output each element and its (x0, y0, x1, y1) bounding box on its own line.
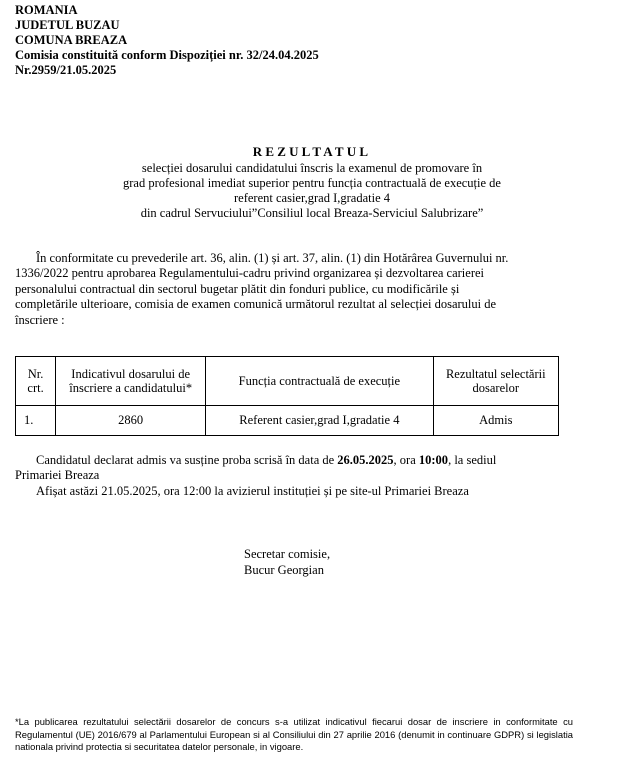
notice-date: 26.05.2025 (337, 453, 394, 467)
notice-text-1: Candidatul declarat admis va susține proba scrisă în data de (36, 453, 338, 467)
intro-line-4: completările ulterioare, comisia de examen comunică următorul rezultat al selecției dosarului de (15, 297, 497, 312)
header-registration-number: Nr.2959/21.05.2025 (15, 63, 117, 77)
cell-rezultat: Admis (433, 406, 558, 436)
header-indicativ: Indicativul dosarului de înscriere a candidatului* (56, 357, 206, 406)
header-nr: Nr. crt. (16, 357, 56, 406)
subtitle-line-1: selecției dosarului candidatului înscris la examenul de promovare în (141, 161, 483, 175)
institution-header (15, 3, 319, 78)
notice-time: 10:00 (418, 453, 449, 467)
subtitle-line-4: din cadrul Servuciului”Consiliul local Breaza-Serviciul Salubrizare” (140, 206, 484, 220)
signature-name: Bucur Georgian (244, 563, 324, 577)
table-row (16, 406, 559, 436)
subtitle-line-2: grad profesional imediat superior pentru funcția contractuală de execuție de (123, 176, 501, 190)
notice-text-3: , la sediul (448, 453, 497, 467)
exam-notice (15, 453, 565, 468)
header-country: ROMANIA (15, 3, 78, 17)
footnote: *La publicarea rezultatului selectării dosarelor de concurs s-a utilizat indicativul fiecarui dosar de inscriere in conformitate cu Regulamentul (UE) 2016/679 al Parlamentului European si al Consiliului din 27 aprilie 2016 (denumit in continuare GDPR) si legislatia nationala privind protectia si securitatea datelor personale, in vigoare. (15, 716, 573, 753)
signature-block (244, 546, 330, 578)
cell-indicativ: 2860 (56, 406, 206, 436)
header-commune: COMUNA BREAZA (15, 33, 128, 47)
cell-functia: Referent casier,grad I,gradatie 4 (206, 406, 433, 436)
notice-text-2: , ora (393, 453, 419, 467)
table-header-row (16, 357, 559, 406)
header-functia: Funcția contractuală de execuție (206, 357, 433, 406)
cell-nr: 1. (16, 406, 56, 436)
signature-role: Secretar comisie, (244, 547, 331, 561)
header-county: JUDETUL BUZAU (15, 18, 120, 32)
header-rezultat: Rezultatul selectării dosarelor (433, 357, 558, 406)
intro-line-2: 1336/2022 pentru aprobarea Regulamentului-cadru privind organizarea și dezvoltarea carierei (15, 266, 485, 281)
notice-location: Primariei Breaza (15, 468, 100, 482)
intro-line-1: În conformitate cu prevederile art. 36, alin. (1) și art. 37, alin. (1) din Hotărârea Guvernului nr. (36, 251, 509, 265)
subtitle-position: referent casier,grad I,gradatie 4 (234, 191, 390, 205)
document-title: REZULTATUL (252, 144, 372, 159)
posting-notice: Afișat astăzi 21.05.2025, ora 12:00 la avizierul instituției și pe site-ul Primariei Breaza (36, 484, 469, 498)
intro-paragraph (15, 251, 565, 328)
results-table (15, 356, 559, 436)
intro-line-3: personalului contractual din sectorul bugetar plătit din fonduri publice, cu modificările și (15, 281, 460, 296)
intro-line-5: înscriere : (15, 312, 65, 327)
header-commission: Comisia constituită conform Dispoziției nr. 32/24.04.2025 (15, 48, 319, 62)
